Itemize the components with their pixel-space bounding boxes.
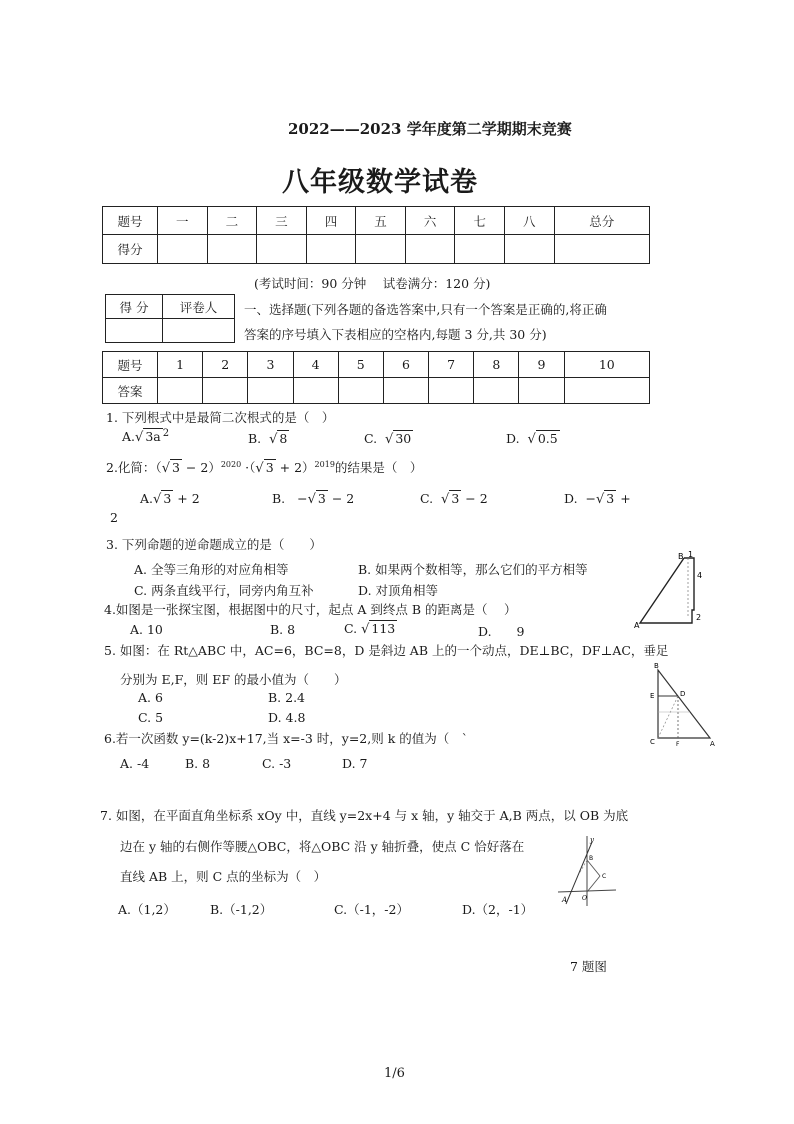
q6-option-d: D. 7 (342, 756, 368, 771)
score-table-col: 六 (405, 207, 455, 235)
q5-option-b: B. 2.4 (268, 690, 306, 705)
q7-fig-c-label: C (602, 873, 607, 880)
q4-fig-b-label: B (678, 552, 684, 561)
score-cell[interactable] (356, 235, 406, 264)
q5-line1: 5. 如图：在 Rt△ABC 中，AC=6，BC=8，D 是斜边 AB 上的一个动点，DE⊥BC，DF⊥AC，垂足 (104, 643, 669, 658)
q7-line1: 7. 如图，在平面直角坐标系 xOy 中，直线 y=2x+4 与 x 轴，y 轴交于 A,B 两点，以 OB 为底 (100, 808, 629, 823)
section1-instructions-line2: 答案的序号填入下表相应的空格内,每题 3 分,共 30 分) (244, 327, 547, 342)
answer-table-col: 1 (158, 352, 203, 378)
exam-title: 八年级数学试卷 (282, 167, 478, 198)
score-table-col: 八 (504, 207, 554, 235)
answer-cell[interactable] (338, 378, 383, 404)
score-cell[interactable] (405, 235, 455, 264)
score-table-col: 七 (455, 207, 505, 235)
q4-c-radicand: 113 (371, 621, 396, 636)
q2-b-radicand: 3 (317, 491, 326, 506)
q5-fig-c-label: C (650, 738, 655, 746)
answer-cell[interactable] (383, 378, 428, 404)
q2-mid1: − 2） (185, 460, 221, 475)
sqrt-icon: √ (441, 492, 450, 507)
answer-cell[interactable] (158, 378, 203, 404)
q2-option-c (420, 490, 488, 507)
q2-stem (106, 458, 422, 476)
q2-option-b (272, 490, 354, 507)
score-cell[interactable] (158, 235, 208, 264)
q7-fig-y-label: y (590, 836, 594, 844)
score-table-col: 一 (158, 207, 208, 235)
sqrt-icon: √ (153, 492, 162, 507)
q2-b-pre: − (297, 491, 308, 506)
grader-name-cell[interactable] (163, 319, 235, 343)
q1-c-label: C. (364, 431, 378, 446)
q7-option-d: D.（2，-1） (462, 902, 534, 917)
q3-option-b: B. 如果两个数相等，那么它们的平方相等 (358, 562, 588, 577)
q2-d-radicand: 3 (606, 491, 615, 506)
q2-exp1: 2020 (220, 459, 242, 469)
q2-c-label: C. (420, 491, 434, 506)
answer-cell[interactable] (203, 378, 248, 404)
q1-d-label: D. (506, 431, 520, 446)
q7-fig-o-label: O (582, 895, 587, 902)
q4-stem: 4.如图是一张探宝图，根据图中的尺寸，起点 A 到终点 B 的距离是（ ） (104, 602, 517, 617)
q7-fig-a-label: A (562, 896, 568, 904)
score-cell[interactable] (207, 235, 257, 264)
q2-post: 的结果是（ ） (334, 460, 423, 475)
q2-dot: ·（ (245, 460, 256, 475)
q5-line2: 分别为 E,F，则 EF 的最小值为（ ） (120, 672, 347, 687)
q6-option-c: C. -3 (262, 756, 292, 771)
q7-option-b: B.（-1,2） (210, 902, 273, 917)
q1-option-d (506, 430, 560, 447)
sqrt-icon: √ (527, 432, 536, 447)
score-cell[interactable] (257, 235, 307, 264)
sqrt-icon: √ (361, 622, 370, 637)
q5-option-d: D. 4.8 (268, 710, 306, 725)
q2-a-radicand: 3 (163, 491, 172, 506)
answer-table-col: 8 (474, 352, 519, 378)
q2-b-label: B. (272, 491, 286, 506)
q4-option-c (344, 620, 397, 637)
exam-subtitle: 2022——2023 学年度第二学期期末竞赛 (288, 120, 572, 138)
sqrt-icon: √ (255, 461, 264, 476)
score-table-col: 三 (257, 207, 307, 235)
q4-c-label: C. (344, 621, 358, 636)
grader-name-label: 评卷人 (163, 295, 235, 319)
sqrt-icon: √ (269, 432, 278, 447)
answer-table-answer-label: 答案 (103, 378, 158, 404)
q1-option-b (248, 430, 289, 447)
sqrt-icon: √ (161, 461, 170, 476)
q1-stem: 1. 下列根式中是最简二次根式的是（ ） (106, 410, 335, 425)
q6-stem: 6.若一次函数 y=(k-2)x+17,当 x=-3 时，y=2,则 k 的值为（ ` (104, 731, 469, 746)
q7-fig-b-label: B (589, 855, 594, 862)
q2-option-d (564, 490, 631, 507)
q5-figure (646, 660, 718, 748)
q4-fig-2-label: 2 (696, 613, 702, 622)
q7-line3: 直线 AB 上，则 C 点的坐标为（ ） (120, 869, 327, 884)
q2-d-tail: + (620, 491, 631, 506)
answer-table-col: 6 (383, 352, 428, 378)
q7-figure (554, 830, 620, 910)
score-table (102, 206, 650, 264)
answer-cell[interactable] (564, 378, 649, 404)
q1-a-label: A. (122, 429, 136, 445)
score-table-col: 总分 (554, 207, 650, 235)
q1-option-c (364, 430, 413, 447)
q7-caption: 7 题图 (570, 959, 607, 974)
score-cell[interactable] (554, 235, 650, 264)
q3-option-d: D. 对顶角相等 (358, 583, 439, 598)
sqrt-icon: √ (135, 430, 144, 446)
sqrt-icon: √ (307, 492, 316, 507)
answer-cell[interactable] (474, 378, 519, 404)
q2-exp2: 2019 (314, 459, 335, 469)
q1-a-radicand: 3a (145, 429, 161, 445)
q4-figure (630, 548, 710, 633)
q3-option-a: A. 全等三角形的对应角相等 (134, 562, 289, 577)
q4-fig-a-label: A (634, 621, 640, 630)
q4-option-a: A. 10 (130, 622, 163, 637)
answer-table-col: 5 (338, 352, 383, 378)
grader-box (105, 294, 235, 343)
q4-option-d: D. 9 (478, 624, 525, 639)
answer-table-col: 7 (429, 352, 474, 378)
q5-option-a: A. 6 (138, 690, 163, 705)
q6-option-a: A. -4 (120, 756, 150, 771)
q5-option-c: C. 5 (138, 710, 164, 725)
score-table-col: 四 (306, 207, 356, 235)
q1-c-radicand: 30 (395, 431, 412, 446)
q4-option-b: B. 8 (270, 622, 296, 637)
q4-fig-1-label: 1 (688, 550, 694, 559)
answer-table-col: 10 (564, 352, 649, 378)
q1-b-label: B. (248, 431, 262, 446)
q1-a-exponent: 2 (162, 428, 170, 439)
q3-option-c: C. 两条直线平行，同旁内角互补 (134, 583, 314, 598)
score-table-score-label: 得分 (103, 235, 158, 264)
q6-option-b: B. 8 (185, 756, 211, 771)
section1-instructions-line1: 一、选择题(下列各题的备选答案中,只有一个答案是正确的,将正确 (244, 302, 607, 317)
q1-b-radicand: 8 (279, 431, 288, 446)
exam-info: (考试时间：90 分钟 试卷满分：120 分) (254, 276, 491, 291)
q2-c-radicand: 3 (451, 491, 460, 506)
q2-pre: 2.化简：（ (106, 460, 162, 475)
q2-radicand: 3 (171, 460, 180, 475)
q2-a-label: A. (140, 491, 154, 506)
q2-mid2: + 2） (279, 460, 315, 475)
score-table-col: 二 (207, 207, 257, 235)
answer-table-header-label: 题号 (103, 352, 158, 378)
score-table-col: 五 (356, 207, 406, 235)
q2-a-tail: + 2 (177, 491, 200, 506)
q2-d-pre: − (585, 491, 596, 506)
q5-fig-a-label: A (710, 740, 715, 748)
q1-option-a (122, 428, 169, 445)
page-number: 1/6 (384, 1066, 405, 1081)
score-cell[interactable] (306, 235, 356, 264)
q5-fig-d-label: D (680, 690, 686, 698)
q7-line2: 边在 y 轴的右侧作等腰△OBC，将△OBC 沿 y 轴折叠，使点 C 恰好落在 (120, 839, 525, 854)
q2-option-a (140, 490, 200, 507)
q2-option-d-wrap: 2 (110, 510, 118, 525)
answer-table-col: 4 (293, 352, 338, 378)
answer-table (102, 351, 650, 404)
answer-table-col: 9 (519, 352, 564, 378)
answer-cell[interactable] (248, 378, 293, 404)
q5-fig-b-label: B (654, 662, 659, 670)
q7-option-a: A.（1,2） (118, 902, 176, 917)
q2-d-label: D. (564, 491, 578, 506)
q1-d-radicand: 0.5 (537, 431, 558, 446)
answer-table-col: 3 (248, 352, 293, 378)
sqrt-icon: √ (385, 432, 394, 447)
answer-cell[interactable] (293, 378, 338, 404)
q3-stem: 3. 下列命题的逆命题成立的是（ ） (106, 537, 322, 552)
answer-cell[interactable] (519, 378, 564, 404)
answer-cell[interactable] (429, 378, 474, 404)
q2-radicand: 3 (265, 460, 274, 475)
score-cell[interactable] (504, 235, 554, 264)
q2-c-tail: − 2 (465, 491, 488, 506)
q4-fig-4-label: 4 (697, 571, 703, 580)
grader-score-label: 得 分 (106, 295, 163, 319)
q5-fig-f-label: F (676, 741, 680, 748)
grader-score-cell[interactable] (106, 319, 163, 343)
answer-table-col: 2 (203, 352, 248, 378)
sqrt-icon: √ (596, 492, 605, 507)
q5-fig-e-label: E (650, 692, 655, 700)
q7-option-c: C.（-1，-2） (334, 902, 409, 917)
score-cell[interactable] (455, 235, 505, 264)
q2-b-tail: − 2 (331, 491, 355, 506)
score-table-header-label: 题号 (103, 207, 158, 235)
